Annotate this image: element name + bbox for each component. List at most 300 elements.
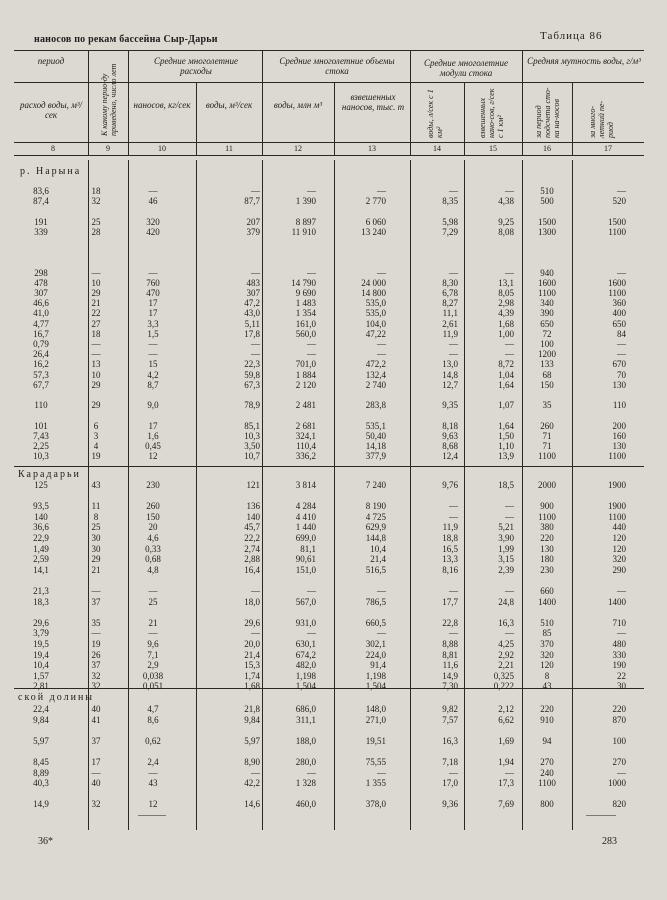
table-cell: 4 725: [365, 511, 386, 522]
table-cell: —: [377, 186, 386, 196]
table-row: [0, 607, 667, 618]
table-cell: 302,1: [365, 639, 386, 649]
table-cell: 630,1: [295, 639, 316, 649]
table-cell: —: [505, 767, 514, 778]
table-cell: 4,39: [498, 308, 514, 319]
table-cell: 0,79: [33, 339, 49, 349]
table-cell: 510: [540, 617, 554, 628]
table-cell: 1000: [608, 778, 626, 789]
table-cell: 16,4: [244, 564, 260, 575]
table-cell: 121: [246, 480, 260, 490]
table-cell: 2,92: [498, 649, 514, 660]
table-cell: 59,8: [244, 369, 260, 380]
table-cell: —: [377, 586, 386, 596]
table-cell: —: [307, 349, 316, 360]
table-row: [0, 586, 667, 597]
table-cell: 148,0: [365, 704, 386, 714]
table-cell: 1900: [608, 480, 626, 490]
table-cell: 8,16: [442, 564, 458, 575]
table-cell: —: [449, 511, 458, 522]
table-cell: 8,88: [442, 639, 458, 649]
table-cell: —: [148, 767, 158, 778]
table-cell: 8: [93, 511, 99, 522]
table-cell: 3 814: [295, 480, 316, 490]
table-cell: 16,7: [33, 328, 49, 339]
table-row: [0, 650, 667, 661]
table-cell: 8,18: [442, 420, 458, 431]
table-cell: 400: [612, 308, 626, 319]
table-cell: 7,30: [442, 681, 458, 692]
table-cell: —: [91, 349, 101, 360]
table-cell: 19: [91, 451, 101, 462]
table-cell: 560,0: [295, 328, 316, 339]
table-row: [0, 512, 667, 523]
table-cell: 67,7: [33, 379, 49, 390]
turbidity-header: Средняя мутность воды, г/м³: [527, 56, 641, 66]
table-cell: 37: [91, 735, 101, 746]
table-cell: —: [148, 586, 158, 596]
table-cell: 380: [540, 522, 554, 533]
table-cell: 1,64: [498, 420, 514, 431]
table-cell: 1200: [538, 349, 556, 360]
runoff-volume-header: Средние многолетние объемы стока: [279, 56, 395, 76]
table-cell: 8,30: [442, 277, 458, 288]
table-cell: 46,6: [33, 298, 49, 309]
table-row: [0, 554, 667, 565]
table-cell: 2,61: [442, 318, 458, 329]
period-header: период: [37, 56, 65, 66]
table-cell: 43: [542, 681, 552, 692]
column-number: 8: [51, 144, 55, 153]
table-cell: 230: [540, 564, 554, 575]
table-cell: —: [377, 339, 386, 349]
table-cell: 30: [617, 681, 626, 692]
table-cell: 93,5: [33, 501, 49, 512]
col-divider: [572, 82, 573, 155]
table-row: [0, 799, 667, 810]
table-cell: 1,198: [365, 670, 386, 681]
table-cell: 9,6: [147, 639, 159, 649]
table-cell: 18: [91, 328, 101, 339]
table-cell: 8 190: [365, 501, 386, 512]
table-cell: 0,038: [142, 670, 164, 681]
table-cell: 40: [91, 778, 101, 789]
table-cell: 17: [148, 298, 158, 309]
table-cell: 760: [146, 277, 160, 288]
table-row: [0, 789, 667, 800]
table-cell: 94: [542, 735, 552, 746]
table-cell: 510: [540, 186, 554, 196]
table-cell: 0,62: [145, 735, 161, 746]
table-cell: 1,64: [498, 379, 514, 390]
col-divider: [88, 50, 89, 155]
table-cell: 1,68: [498, 318, 514, 329]
table-row: [0, 660, 667, 671]
table-cell: 1400: [538, 596, 556, 607]
table-cell: 136: [246, 501, 260, 512]
table-cell: 1,07: [498, 400, 514, 411]
table-cell: 11,1: [442, 308, 458, 319]
table-cell: 1 390: [295, 196, 316, 207]
table-row: [0, 522, 667, 533]
table-cell: 1 354: [295, 308, 316, 319]
period-years-header: К какому перио-ду приведено, число лет: [100, 63, 118, 136]
table-cell: 130: [612, 441, 626, 451]
number-row-rule: [14, 155, 644, 156]
table-cell: —: [505, 501, 514, 512]
table-cell: 1 483: [295, 298, 316, 309]
table-cell: 16,3: [498, 617, 514, 628]
table-cell: 650: [540, 318, 554, 329]
table-cell: 339: [34, 226, 48, 237]
table-cell: —: [449, 501, 458, 512]
table-cell: 7,69: [498, 799, 514, 810]
table-cell: —: [449, 586, 458, 596]
table-cell: 5,21: [498, 522, 514, 533]
table-cell: 2 740: [365, 379, 386, 390]
table-cell: 10: [91, 277, 101, 288]
table-cell: —: [377, 267, 386, 278]
table-cell: 1100: [538, 511, 556, 522]
table-cell: 670: [612, 359, 626, 370]
table-row: [0, 451, 667, 462]
table-cell: —: [148, 628, 158, 639]
table-cell: 200: [612, 420, 626, 431]
table-cell: 1,504: [365, 681, 386, 692]
table-cell: 22,4: [33, 704, 49, 714]
table-cell: 220: [540, 533, 554, 543]
table-cell: —: [91, 339, 101, 349]
table-cell: 120: [540, 660, 554, 671]
table-cell: 701,0: [295, 359, 316, 370]
table-cell: 188,0: [295, 735, 316, 746]
table-cell: 18,3: [33, 596, 49, 607]
table-cell: 686,0: [295, 704, 316, 714]
table-cell: 336,2: [295, 451, 316, 462]
table-cell: 12: [148, 799, 158, 810]
table-row: [0, 736, 667, 747]
table-cell: 22,9: [33, 533, 49, 543]
table-cell: 1300: [538, 226, 556, 237]
table-cell: —: [505, 339, 514, 349]
table-cell: 535,0: [365, 298, 386, 309]
table-cell: 650: [612, 318, 626, 329]
table-cell: 1500: [538, 216, 556, 227]
table-cell: 81,1: [300, 543, 316, 554]
table-cell: 17: [148, 308, 158, 319]
table-cell: —: [377, 767, 386, 778]
table-cell: 370: [540, 639, 554, 649]
table-cell: 9,63: [442, 430, 458, 441]
table-cell: 130: [612, 379, 626, 390]
table-cell: 311,1: [296, 714, 316, 725]
table-cell: 68: [542, 369, 552, 380]
table-cell: 14 800: [361, 288, 386, 298]
table-cell: 21: [91, 298, 101, 309]
table-cell: 104,0: [365, 318, 386, 329]
table-cell: —: [91, 586, 101, 596]
table-cell: 17: [91, 757, 101, 767]
table-cell: 8,68: [442, 441, 458, 451]
table-cell: 71: [542, 441, 552, 451]
table-cell: —: [449, 186, 458, 196]
table-cell: 1,74: [244, 670, 260, 681]
column-number: 12: [294, 144, 302, 153]
table-cell: 1100: [608, 451, 626, 462]
table-cell: 13 240: [361, 226, 386, 237]
table-row: [0, 491, 667, 502]
table-cell: 900: [540, 501, 554, 512]
table-cell: 710: [612, 617, 626, 628]
table-cell: 2,4: [147, 757, 159, 767]
table-cell: 40: [91, 704, 101, 714]
table-cell: 45,7: [244, 522, 260, 533]
table-cell: 14 790: [291, 277, 316, 288]
table-cell: 100: [540, 339, 554, 349]
table-cell: 870: [612, 714, 626, 725]
table-cell: 9,76: [442, 480, 458, 490]
table-row: [0, 597, 667, 608]
table-cell: —: [617, 349, 626, 360]
table-cell: 420: [146, 226, 160, 237]
table-cell: 535,1: [365, 420, 386, 431]
table-cell: 8 897: [295, 216, 316, 227]
table-cell: 220: [540, 704, 554, 714]
table-row: [0, 671, 667, 682]
table-cell: 786,5: [365, 596, 386, 607]
table-cell: 260: [146, 501, 160, 512]
section-heading-karadarya: Карадарьи: [18, 469, 81, 480]
col-divider: [464, 82, 465, 155]
table-cell: 87,7: [244, 196, 260, 207]
column-number: 10: [158, 144, 166, 153]
table-cell: 1,99: [498, 543, 514, 554]
table-cell: 22,3: [244, 359, 260, 370]
table-cell: 21,4: [244, 649, 260, 660]
table-cell: —: [449, 349, 458, 360]
table-cell: 460,0: [295, 799, 316, 810]
table-row: [0, 768, 667, 779]
table-cell: 4: [93, 441, 99, 451]
table-cell: —: [617, 267, 626, 278]
table-cell: —: [505, 267, 514, 278]
turbidity-multiyear-header: за много-летний пе-риод: [588, 100, 615, 138]
table-cell: 130: [540, 543, 554, 554]
table-cell: 1,68: [244, 681, 260, 692]
table-cell: 1,94: [498, 757, 514, 767]
table-cell: 320: [540, 649, 554, 660]
table-cell: 150: [540, 379, 554, 390]
table-cell: 12,4: [442, 451, 458, 462]
table-cell: 22: [91, 308, 101, 319]
table-cell: 2,12: [498, 704, 514, 714]
table-cell: 520: [612, 196, 626, 207]
table-cell: 47,2: [244, 298, 260, 309]
table-cell: —: [307, 339, 316, 349]
table-cell: 1600: [538, 277, 556, 288]
table-cell: 1 355: [365, 778, 386, 789]
table-cell: 161,0: [295, 318, 316, 329]
table-cell: 1,5: [147, 328, 159, 339]
table-cell: 3,50: [244, 441, 260, 451]
table-cell: 87,4: [33, 196, 49, 207]
table-cell: 7,29: [442, 226, 458, 237]
table-row: [0, 618, 667, 629]
table-cell: 11 910: [291, 226, 316, 237]
table-cell: 3,79: [33, 628, 49, 639]
table-cell: 270: [612, 757, 626, 767]
table-cell: 1100: [608, 511, 626, 522]
table-cell: 120: [612, 533, 626, 543]
table-cell: 20,0: [244, 639, 260, 649]
table-cell: 13: [91, 359, 101, 370]
table-cell: —: [251, 767, 260, 778]
table-cell: 9,35: [442, 400, 458, 411]
table-cell: 8,6: [147, 714, 159, 725]
table-cell: —: [148, 267, 158, 278]
table-cell: —: [251, 186, 260, 196]
table-cell: 10,3: [33, 451, 49, 462]
table-cell: 29: [91, 554, 101, 565]
table-cell: 10,7: [244, 451, 260, 462]
table-cell: 19,5: [33, 639, 49, 649]
table-cell: 330: [612, 649, 626, 660]
table-cell: 270: [540, 757, 554, 767]
table-cell: 1600: [608, 277, 626, 288]
footer-signature: 36*: [38, 836, 53, 847]
table-cell: 2,25: [33, 441, 49, 451]
table-cell: —: [91, 767, 101, 778]
table-cell: —: [449, 339, 458, 349]
table-cell: 940: [540, 267, 554, 278]
table-cell: 24 000: [361, 277, 386, 288]
table-row: [0, 757, 667, 768]
table-cell: 85,1: [244, 420, 260, 431]
table-cell: 699,0: [295, 533, 316, 543]
table-cell: —: [505, 628, 514, 639]
table-cell: 1,50: [498, 430, 514, 441]
table-cell: 207: [246, 216, 260, 227]
table-cell: 674,2: [295, 649, 316, 660]
table-cell: 17,7: [442, 596, 458, 607]
table-cell: 0,45: [145, 441, 161, 451]
table-cell: 9,84: [244, 714, 260, 725]
table-row: [0, 681, 667, 692]
table-cell: 1,57: [33, 670, 49, 681]
table-cell: 7,57: [442, 714, 458, 725]
table-cell: 4,2: [147, 369, 159, 380]
table-cell: 43: [148, 778, 158, 789]
table-row: [0, 628, 667, 639]
pencil-mark: [138, 815, 166, 816]
table-cell: —: [617, 767, 626, 778]
table-cell: 21,4: [370, 554, 386, 565]
table-cell: 26,4: [33, 349, 49, 360]
table-cell: 18,5: [498, 480, 514, 490]
table-cell: 10,4: [370, 543, 386, 554]
table-cell: 83,6: [33, 186, 49, 196]
table-cell: —: [449, 628, 458, 639]
table-cell: 8,89: [33, 767, 49, 778]
table-cell: 17,0: [442, 778, 458, 789]
table-cell: 16,2: [33, 359, 49, 370]
runoff-modulus-header: Средние многолетние модули стока: [423, 58, 508, 78]
table-cell: 16,5: [442, 543, 458, 554]
header-top-rule: [14, 50, 644, 51]
table-cell: 27: [91, 318, 101, 329]
table-cell: 190: [612, 660, 626, 671]
table-cell: 440: [612, 522, 626, 533]
table-cell: 13,1: [498, 277, 514, 288]
table-cell: —: [251, 267, 260, 278]
table-cell: 8,27: [442, 298, 458, 309]
table-cell: 140: [34, 511, 48, 522]
table-cell: 42,2: [244, 778, 260, 789]
table-cell: 567,0: [295, 596, 316, 607]
table-cell: 320: [146, 216, 160, 227]
table-cell: 43,0: [244, 308, 260, 319]
mean-discharge-header: Средние многолетние расходы: [153, 56, 238, 76]
table-cell: 478: [34, 277, 48, 288]
table-cell: 29: [91, 400, 101, 411]
table-cell: 11,9: [442, 328, 458, 339]
table-cell: 516,5: [365, 564, 386, 575]
table-cell: 32: [91, 681, 101, 692]
table-cell: —: [251, 586, 260, 596]
table-cell: 41,0: [33, 308, 49, 319]
table-cell: 17: [148, 420, 158, 431]
section-rule: [14, 466, 644, 467]
table-cell: 8,81: [442, 649, 458, 660]
table-row: [0, 715, 667, 726]
table-cell: 21: [91, 564, 101, 575]
table-cell: 21: [148, 617, 158, 628]
table-cell: 1100: [608, 288, 626, 298]
table-cell: 72: [542, 328, 552, 339]
table-cell: 9,82: [442, 704, 458, 714]
suspended-header: взвешенных наносов, тыс. т: [341, 92, 405, 112]
table-row: [0, 544, 667, 555]
table-cell: 43: [91, 480, 101, 490]
table-cell: 931,0: [295, 617, 316, 628]
table-cell: 11,6: [442, 660, 458, 671]
table-cell: 37: [91, 596, 101, 607]
page-number: 283: [602, 836, 617, 847]
table-cell: 13,9: [498, 451, 514, 462]
water-modulus-header: воды, л/сек с 1 км²: [426, 89, 444, 138]
table-cell: 29,6: [33, 617, 49, 628]
table-cell: 910: [540, 714, 554, 725]
table-cell: 150: [146, 511, 160, 522]
table-row: [0, 575, 667, 586]
table-cell: 32: [91, 196, 101, 207]
table-cell: 110: [612, 400, 626, 411]
table-cell: 133: [540, 359, 554, 370]
table-cell: 0,68: [145, 554, 161, 565]
table-cell: 10: [91, 369, 101, 380]
table-cell: 110: [34, 400, 48, 411]
table-cell: 84: [617, 328, 626, 339]
table-cell: 85: [542, 628, 552, 639]
table-cell: 32: [91, 799, 101, 810]
table-cell: 8,45: [33, 757, 49, 767]
table-row: [0, 533, 667, 544]
table-cell: 67,3: [244, 379, 260, 390]
pencil-mark: [586, 815, 616, 816]
col-divider: [522, 50, 523, 155]
table-cell: 2000: [538, 480, 556, 490]
table-cell: 12: [148, 451, 158, 462]
